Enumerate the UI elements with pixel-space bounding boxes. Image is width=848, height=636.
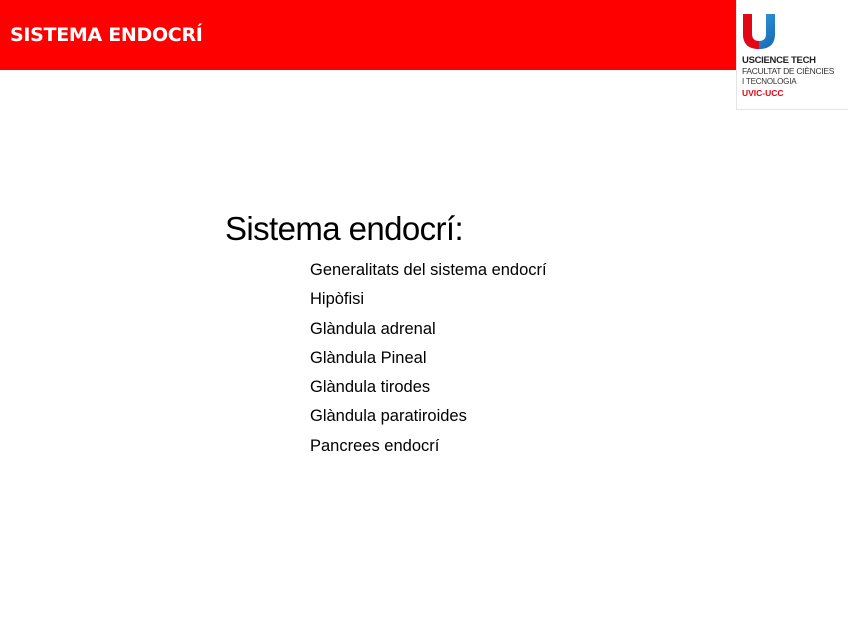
topic-item: Generalitats del sistema endocrí <box>310 261 547 279</box>
university-logo <box>736 0 848 110</box>
topic-item: Hipòfisi <box>310 290 365 309</box>
slide-title: Sistema endocrí: <box>225 210 464 247</box>
topic-item: Glàndula Pineal <box>310 348 427 367</box>
topic-item: Pancrees endocrí <box>310 436 440 455</box>
topic-list <box>310 256 547 461</box>
topic-item: Glàndula tirodes <box>310 378 431 397</box>
header-title: SISTEMA ENDOCRÍ <box>10 24 203 46</box>
u-logo-icon <box>741 12 777 50</box>
header-bar <box>0 0 736 70</box>
topic-item: Glàndula paratiroides <box>310 407 467 426</box>
logo-text-u: U <box>742 55 749 66</box>
logo-text-faculty: FACULTAT DE CIÈNCIES <box>742 66 835 76</box>
topic-item: Glàndula adrenal <box>310 319 436 338</box>
logo-text-technology: I TECNOLOGIA <box>742 77 797 86</box>
logo-text-science-tech <box>742 55 816 66</box>
logo-text-uvic: UVIC-UCC <box>742 88 784 98</box>
logo-text-science-tech-rest: SCIENCE TECH <box>748 55 816 66</box>
